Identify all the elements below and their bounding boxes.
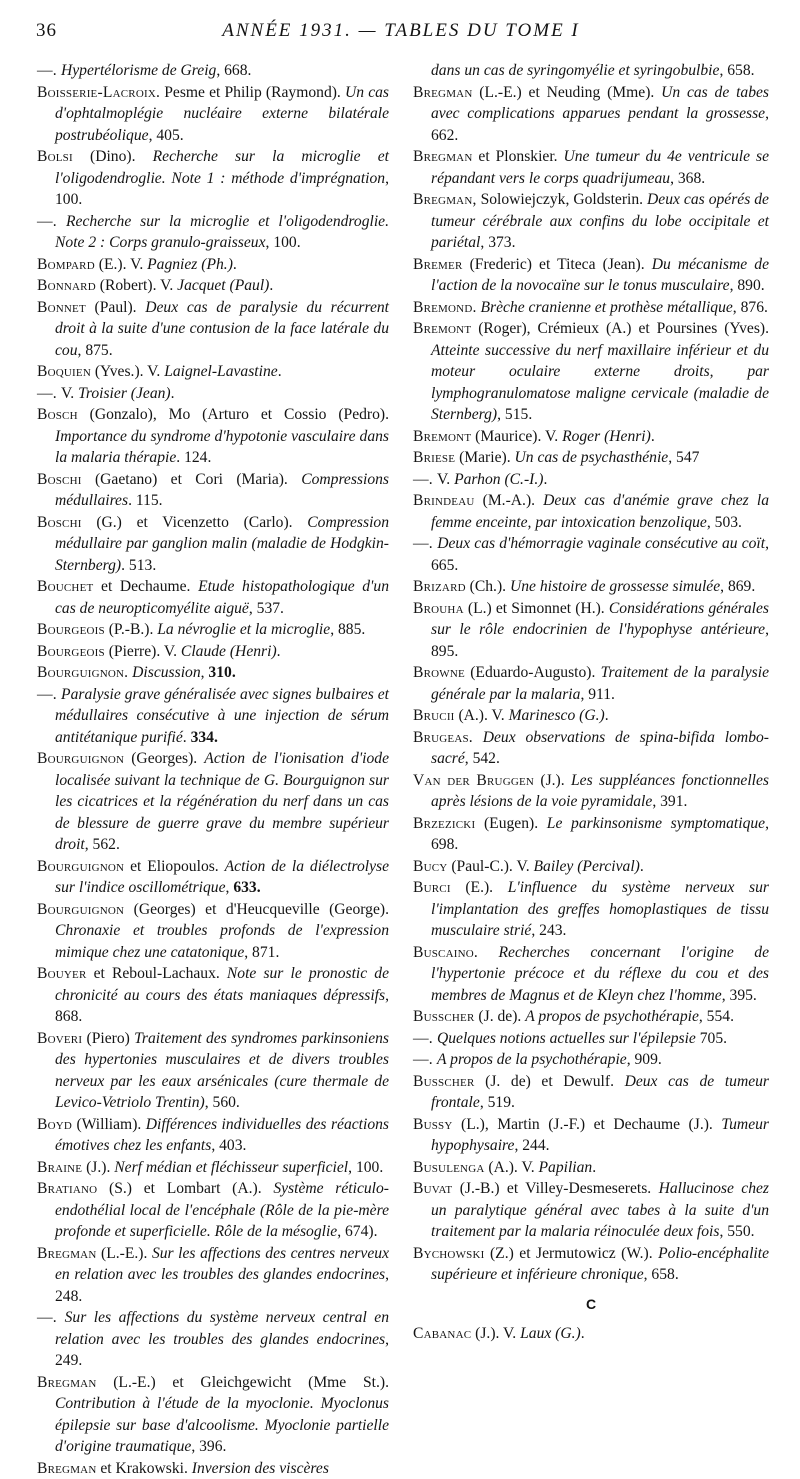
entry-title: Hallucinose chez un paralytique général avec tabes à la suite d'un traitement par la malaria réinoculée deux fois (431, 1180, 769, 1240)
entry-author: Bregman (413, 84, 472, 101)
entry-page: , 503. (707, 514, 742, 531)
entry-author: Bregman (413, 148, 472, 165)
index-entry (37, 60, 389, 82)
index-entry (413, 490, 769, 533)
entry-page: , 698. (431, 815, 769, 854)
entry-page: , 658. (644, 1266, 679, 1283)
entry-title: Discussion (132, 664, 200, 681)
entry-page: . (581, 1325, 585, 1342)
index-entry (413, 1028, 769, 1050)
entry-title: Polio-encéphalite supérieure et inférieure chronique (431, 1245, 769, 1284)
entry-page: , 550. (719, 1223, 754, 1240)
entry-text: (M.-A.). (475, 492, 544, 509)
entry-author: Boquien (37, 363, 91, 380)
index-entry (37, 146, 389, 211)
index-entry (413, 146, 769, 189)
entry-text: V. (437, 471, 454, 488)
entry-page: . (233, 256, 237, 273)
index-entry (413, 254, 769, 297)
entry-text: (William). (72, 1116, 146, 1133)
entry-title: Etude histopathologique d'un cas de neuropticomyélite aiguë (55, 578, 389, 617)
entry-author: —. (37, 686, 61, 703)
index-entry (37, 1114, 389, 1157)
entry-author: Brucii (413, 707, 455, 724)
entry-author: —. (37, 1309, 65, 1326)
entry-author: —. (37, 213, 66, 230)
entry-title: Un cas d'ophtalmoplégie nucléaire externe bilatérale postrubéolique (55, 84, 389, 144)
entry-title: Inversion des viscères (192, 1460, 329, 1477)
index-entry (37, 469, 389, 512)
entry-page: , 674). (337, 1223, 377, 1240)
entry-author: Bouyer (37, 965, 87, 982)
entry-title: Les suppléances fonctionnelles après lésions de la voie pyramidale (431, 772, 769, 811)
entry-text: (S.) et Lombart (A.). (97, 1180, 273, 1197)
index-entry (37, 963, 389, 1028)
entry-title: Paralysie grave généralisée avec signes bulbaires et médullaires consécutive à une injection de sérum antitétanique purifié (55, 686, 389, 746)
entry-author: Bremer (413, 256, 463, 273)
entry-text: (J. de) et Dewulf. (475, 1073, 625, 1090)
entry-title: A propos de psychothérapie (525, 1008, 699, 1025)
entry-page: , 662. (431, 105, 769, 144)
entry-text: (Georges). (124, 750, 204, 767)
entry-title: Action de la diélectrolyse sur l'indice oscillométrique (55, 858, 389, 897)
entry-title: Deux observations de spina-bifida lombo-sacré (431, 729, 769, 768)
index-entry (413, 1243, 769, 1286)
entry-title: Action de l'ionisation d'iode localisée suivant la technique de G. Bourguignon sur les cicatrices et la régénération du nerf dans un cas de blessure de guerre grave du membre supérieur droit (55, 750, 389, 853)
entry-title: Sur les affections des centres nerveux en relation avec les troubles des glandes endocrines (55, 1245, 389, 1284)
index-entry (413, 533, 769, 576)
entry-title: Hypertélorisme de Greig (61, 62, 216, 79)
entry-text: (Georges) et d'Heucqueville (George). (124, 901, 389, 918)
entry-title: Deux cas d'hémorragie vaginale consécutive au coït (437, 535, 765, 552)
entry-author: Bremond. (413, 299, 477, 316)
entry-page: , 890. (730, 277, 765, 294)
entry-title: Quelques notions actuelles sur l'épilepsie (437, 1030, 696, 1047)
entry-title: Recherches concernant l'origine de l'hypertonie précoce et du réflexe du cou et des membres de Magnus et de Kleyn chez l'homme (431, 944, 769, 1004)
entry-text: et Eliopoulos. (124, 858, 224, 875)
index-entry (37, 619, 389, 641)
entry-author: —. (413, 1030, 437, 1047)
entry-page: , 876. (733, 299, 768, 316)
entry-text: (Eugen). (475, 815, 546, 832)
entry-page: . (640, 858, 644, 875)
entry-author: Bregman (37, 1245, 96, 1262)
entry-title: Troisier (Jean) (78, 385, 171, 402)
index-entry (37, 899, 389, 964)
entry-page: , 668. (216, 62, 251, 79)
entry-page: , 542. (465, 750, 500, 767)
entry-page-bold: 310. (208, 664, 235, 681)
index-entry (413, 1071, 769, 1114)
entry-text: (Maurice). V. (471, 428, 562, 445)
entry-text: (A.). V. (484, 1159, 538, 1176)
entry-text: (Pierre). V. (105, 643, 181, 660)
entry-title: Le parkinsonisme symptomatique (547, 815, 765, 832)
entry-author: —. (37, 385, 61, 402)
index-entry (37, 211, 389, 254)
entry-title: Laux (G.) (520, 1325, 581, 1342)
entry-title: L'influence du système nerveux sur l'implantation des greffes homoplastiques de tissu musculaire strié (431, 879, 769, 939)
entry-page: , 658. (719, 62, 754, 79)
entry-title: Différences individuelles des réactions émotives chez les enfants (55, 1116, 389, 1155)
index-entry (37, 361, 389, 383)
entry-page: , 373. (480, 234, 515, 251)
index-entry (413, 662, 769, 705)
running-header (36, 20, 766, 50)
entry-page: , 396. (191, 1438, 226, 1455)
index-column-right (413, 60, 769, 1345)
index-entry (413, 1157, 769, 1179)
index-entry (413, 469, 769, 491)
page-number: 36 (36, 20, 57, 42)
entry-title: Un cas de tabes avec complications apparues pendant la grossesse (431, 84, 769, 123)
entry-title: Papilian (539, 1159, 593, 1176)
entry-text: (L.), Martin (J.-F.) et Dechaume (J.). (453, 1116, 722, 1133)
running-title: ANNÉE 1931. — TABLES DU TOME I (36, 20, 766, 42)
entry-author: Busscher (413, 1073, 475, 1090)
entry-text: Solowiejczyk, Goldsterin. (477, 191, 647, 208)
entry-author: Busscher (413, 1008, 475, 1025)
entry-text: (L.-E.) et Neuding (Mme). (472, 84, 661, 101)
index-entry (37, 1028, 389, 1114)
index-entry (37, 1372, 389, 1458)
entry-text: (Robert). V. (96, 277, 177, 294)
entry-page: , 869. (720, 578, 755, 595)
entry-page: , 537. (249, 600, 284, 617)
entry-text: (J. de). (475, 1008, 526, 1025)
entry-title: Contribution à l'étude de la myoclonie. Myoclonus épilepsie sur base d'alcoolisme. Myoclonie partielle d'origine traumatique (55, 1395, 389, 1455)
entry-page: , 515. (497, 406, 532, 423)
index-entry (413, 60, 769, 82)
entry-text: (J.). V. (471, 1325, 520, 1342)
entry-page: , 100. (266, 234, 301, 251)
entry-author: Burci (413, 879, 451, 896)
entry-author: Boveri (37, 1030, 82, 1047)
entry-text: et Dechaume. (93, 578, 198, 595)
index-entry (413, 1114, 769, 1157)
entry-page: , 547 (668, 449, 699, 466)
index-entry (413, 727, 769, 770)
entry-text: (A.). V. (455, 707, 509, 724)
entry-title: La névroglie et la microglie (157, 621, 330, 638)
entry-page: , 100. (55, 170, 389, 209)
entry-text: (G.) et Vicenzetto (Carlo). (82, 514, 308, 531)
index-entry (413, 942, 769, 1007)
index-entry (37, 82, 389, 147)
index-entry (37, 1157, 389, 1179)
index-entry (413, 598, 769, 663)
entry-author: Brzezicki (413, 815, 475, 832)
index-entry (37, 1458, 389, 1479)
entry-page: , 885. (330, 621, 365, 638)
entry-author: —. (413, 1051, 437, 1068)
entry-author: Bolsi (37, 148, 73, 165)
entry-page: . (171, 385, 175, 402)
entry-text: (E.). V. (95, 256, 147, 273)
entry-title: Chronaxie et troubles profonds de l'expression mimique chez une catatonique (55, 922, 389, 961)
entry-title: A propos de la psychothérapie (437, 1051, 627, 1068)
index-entry (37, 512, 389, 577)
entry-page: , 519. (480, 1094, 515, 1111)
entry-author: Brizard (413, 578, 466, 595)
entry-author: Boschi (37, 471, 82, 488)
entry-text: (J.). (534, 772, 571, 789)
entry-page-bold: 334. (191, 729, 218, 746)
entry-title: Importance du syndrome d'hypotonie vasculaire dans la malaria thérapie (55, 428, 389, 467)
index-entry (413, 705, 769, 727)
entry-author: —. (413, 535, 437, 552)
entry-page: , 911. (580, 686, 615, 703)
entry-author: Cabanac (413, 1325, 471, 1342)
entry-author: Buscaino. (413, 944, 478, 961)
entry-page: , 895. (431, 621, 769, 660)
index-entry (37, 1178, 389, 1243)
entry-title: Tumeur hypophysaire (431, 1116, 769, 1155)
entry-author: Browne (413, 664, 465, 681)
entry-author: Bourguignon (37, 750, 124, 767)
entry-title: Parhon (C.-I.) (454, 471, 543, 488)
entry-text: Pesme et Philip (Raymond). (160, 84, 345, 101)
entry-page: . 115. (128, 492, 163, 509)
entry-page: . (278, 363, 282, 380)
entry-author: Bourgeois (37, 621, 105, 638)
entry-title: Atteinte successive du nerf maxillaire inférieur et du moteur oculaire externe droits, par lymphogranulomatose maligne cervicale (maladie de Sternberg) (431, 342, 769, 424)
entry-title: Brèche cranienne et prothèse métallique (480, 299, 732, 316)
index-entry (37, 383, 389, 405)
index-entry (413, 576, 769, 598)
entry-title: Claude (Henri) (181, 643, 277, 660)
entry-page: , (201, 664, 209, 681)
entry-text: (Frederic) et Titeca (Jean). (463, 256, 652, 273)
entry-author: Busulenga (413, 1159, 484, 1176)
entry-page: , 395. (722, 987, 757, 1004)
entry-title: Deux cas opérés de tumeur cérébrale aux confins du lobe occipitale et pariétal (431, 191, 769, 251)
entry-text: (Piero) (82, 1030, 134, 1047)
index-entry (37, 1307, 389, 1372)
entry-page: , 665. (431, 535, 769, 574)
entry-author: Bourguignon (37, 858, 124, 875)
entry-page: , 871. (244, 944, 279, 961)
entry-page: . (277, 643, 281, 660)
index-entry (37, 297, 389, 362)
entry-page: , 391. (652, 793, 687, 810)
entry-text: (L.-E.) et Gleichgewicht (Mme St.). (96, 1374, 389, 1391)
entry-title: Nerf médian et fléchisseur superficiel (114, 1159, 348, 1176)
index-entry (413, 82, 769, 147)
entry-page: . (605, 707, 609, 724)
entry-text: (Paul-C.). V. (447, 858, 533, 875)
index-entry (413, 770, 769, 813)
entry-title: Bailey (Percival) (534, 858, 640, 875)
entry-text: et Krakowski. (96, 1460, 191, 1477)
entry-author: Bussy (413, 1116, 453, 1133)
index-entry (413, 877, 769, 942)
entry-author: Bourguignon. (37, 664, 128, 681)
entry-page: . (592, 1159, 596, 1176)
entry-text: et Reboul-Lachaux. (87, 965, 227, 982)
entry-author: Bouchet (37, 578, 93, 595)
entry-page: , 909. (627, 1051, 662, 1068)
index-entry (413, 189, 769, 254)
entry-title: Sur les affections du système nerveux central en relation avec les troubles des glandes endocrines (55, 1309, 389, 1348)
entry-page: , 554. (699, 1008, 734, 1025)
entry-text: (L.) et Simonnet (H.). (464, 600, 609, 617)
entry-author: Brouha (413, 600, 464, 617)
entry-page: , 403. (211, 1137, 246, 1154)
entry-text: (Z.) et Jermutowicz (W.). (484, 1245, 658, 1262)
index-entry (413, 1323, 769, 1345)
entry-author: Bourgeois (37, 643, 105, 660)
entry-text: (J.). (82, 1159, 114, 1176)
entry-author: Bompard (37, 256, 95, 273)
entry-page: . 513. (121, 557, 156, 574)
entry-title: Un cas de psychasthénie (515, 449, 669, 466)
entry-page: , 875. (78, 342, 113, 359)
entry-page: , 248. (55, 1266, 389, 1305)
entry-page: . (183, 729, 191, 746)
index-entry (413, 1049, 769, 1071)
index-entry (37, 641, 389, 663)
entry-page: . (651, 428, 655, 445)
entry-page: , 249. (55, 1331, 389, 1370)
entry-text: (Ch.). (466, 578, 510, 595)
section-letter: C (413, 1294, 769, 1316)
entry-author: Bychowski (413, 1245, 484, 1262)
entry-author: Bonnard (37, 277, 96, 294)
entry-title: Jacquet (Paul) (177, 277, 269, 294)
entry-text: (Gonzalo), Mo (Arturo et Cossio (Pedro). (78, 406, 389, 423)
entry-author: Buvat (413, 1180, 452, 1197)
index-entry (37, 684, 389, 749)
entry-title: Roger (Henri) (562, 428, 651, 445)
entry-author: Bregman (37, 1374, 96, 1391)
entry-title: Recherche sur la microglie et l'oligodendroglie. Note 1 : méthode d'imprégnation (55, 148, 389, 187)
entry-text: (Yves.). V. (91, 363, 164, 380)
entry-text: (Gaetano) et Cori (Maria). (82, 471, 302, 488)
index-entry (37, 1243, 389, 1308)
index-entry (413, 813, 769, 856)
entry-text: (E.). (451, 879, 508, 896)
entry-text: et Plonskier. (472, 148, 563, 165)
entry-author: Bremont (413, 320, 471, 337)
entry-author: Boisserie-Lacroix. (37, 84, 160, 101)
entry-page: , (226, 879, 234, 896)
entry-author: Van der Bruggen (413, 772, 534, 789)
entry-page: , 868. (55, 987, 389, 1026)
entry-title: Considérations générales sur le rôle endocrinien de l'hypophyse antérieure (431, 600, 769, 639)
entry-title: Traitement de la paralysie générale par la malaria (431, 664, 769, 703)
entry-page: 705. (696, 1030, 727, 1047)
entry-author: Bourguignon (37, 901, 124, 918)
entry-title: Deux cas d'anémie grave chez la femme enceinte, par intoxication benzolique (431, 492, 769, 531)
entry-title: Marinesco (G.) (509, 707, 605, 724)
entry-author: Brindeau (413, 492, 475, 509)
entry-text (473, 729, 483, 746)
index-entry (37, 662, 389, 684)
entry-title: Une histoire de grossesse simulée (510, 578, 720, 595)
index-entry (37, 856, 389, 899)
entry-author: Bratiano (37, 1180, 97, 1197)
entry-text: (J.-B.) et Villey-Desmeserets. (452, 1180, 658, 1197)
index-entry (37, 748, 389, 856)
entry-title: Deux cas de paralysie du récurrent droit à la suite d'une contusion de la face latérale du cou (55, 299, 389, 359)
entry-author: Boyd (37, 1116, 72, 1133)
entry-title: Système réticulo-endothélial local de l'encéphale (Rôle de la pie-mère profonde et superficielle. Rôle de la mésoglie (55, 1180, 389, 1240)
index-entry (413, 1178, 769, 1243)
index-entry (37, 275, 389, 297)
entry-text: (Marie). (455, 449, 514, 466)
index-entry (37, 254, 389, 276)
entry-text: (Paul). (86, 299, 145, 316)
entry-author: Brugeas. (413, 729, 473, 746)
entry-title: Une tumeur du 4e ventricule se répandant vers le corps quadrijumeau (431, 148, 769, 187)
entry-text: (P.-B.). (105, 621, 157, 638)
entry-title: Du mécanisme de l'action de la novocaïne sur le tonus musculaire (431, 256, 769, 295)
entry-page: . (269, 277, 273, 294)
index-entry (413, 426, 769, 448)
index-entry (413, 447, 769, 469)
entry-title: Compressions médullaires (55, 471, 389, 510)
entry-author: Bosch (37, 406, 78, 423)
entry-author: Briese (413, 449, 455, 466)
entry-text: V. (61, 385, 78, 402)
entry-title: Pagniez (Ph.) (147, 256, 233, 273)
entry-page: . 124. (176, 449, 211, 466)
entry-title: Recherche sur la microglie et l'oligodendroglie. Note 2 : Corps granulo-graisseux (55, 213, 389, 252)
entry-author: Bremont (413, 428, 471, 445)
entry-title: Laignel-Lavastine (164, 363, 277, 380)
entry-page: , 244. (514, 1137, 549, 1154)
entry-page: , 560. (205, 1094, 240, 1111)
entry-title: Deux cas de tumeur frontale (431, 1073, 769, 1112)
entry-text (478, 944, 499, 961)
index-entry (413, 318, 769, 426)
entry-page: , 405. (149, 127, 184, 144)
index-entry (413, 1006, 769, 1028)
index-entry (37, 576, 389, 619)
entry-author: Bucy (413, 858, 447, 875)
entry-author: Braine (37, 1159, 82, 1176)
entry-title: dans un cas de syringomyélie et syringobulbie (431, 62, 719, 79)
entry-page: , 243. (531, 922, 566, 939)
entry-page: , 100. (348, 1159, 383, 1176)
entry-text: (Eduardo-Augusto). (465, 664, 601, 681)
entry-text: (L.-E.). (96, 1245, 151, 1262)
entry-author: —. (413, 471, 437, 488)
entry-page-bold: 633. (233, 879, 260, 896)
entry-author: —. (37, 62, 61, 79)
index-entry (37, 404, 389, 469)
index-entry (413, 856, 769, 878)
entry-title: Note sur le pronostic de chronicité au cours des états maniaques dépressifs (55, 965, 389, 1004)
entry-author: Bregman (37, 1460, 96, 1477)
entry-text: (Dino). (73, 148, 153, 165)
entry-page: , 562. (85, 836, 120, 853)
entry-author: Bregman, (413, 191, 477, 208)
entry-page: , 368. (670, 170, 705, 187)
entry-title: Compression médullaire par ganglion malin (maladie de Hodgkin-Sternberg) (55, 514, 389, 574)
entry-author: Boschi (37, 514, 82, 531)
entry-page: . (543, 471, 547, 488)
entry-title: Traitement des syndromes parkinsoniens des hypertonies musculaires et de divers troubles nerveux par les eaux arsénicales (cure thermale de Levico-Vetriolo Trentin) (55, 1030, 389, 1112)
entry-text: (Roger), Crémieux (A.) et Poursines (Yves). (471, 320, 769, 337)
entry-author: Bonnet (37, 299, 86, 316)
index-column-left (37, 60, 389, 1479)
index-entry (413, 297, 769, 319)
